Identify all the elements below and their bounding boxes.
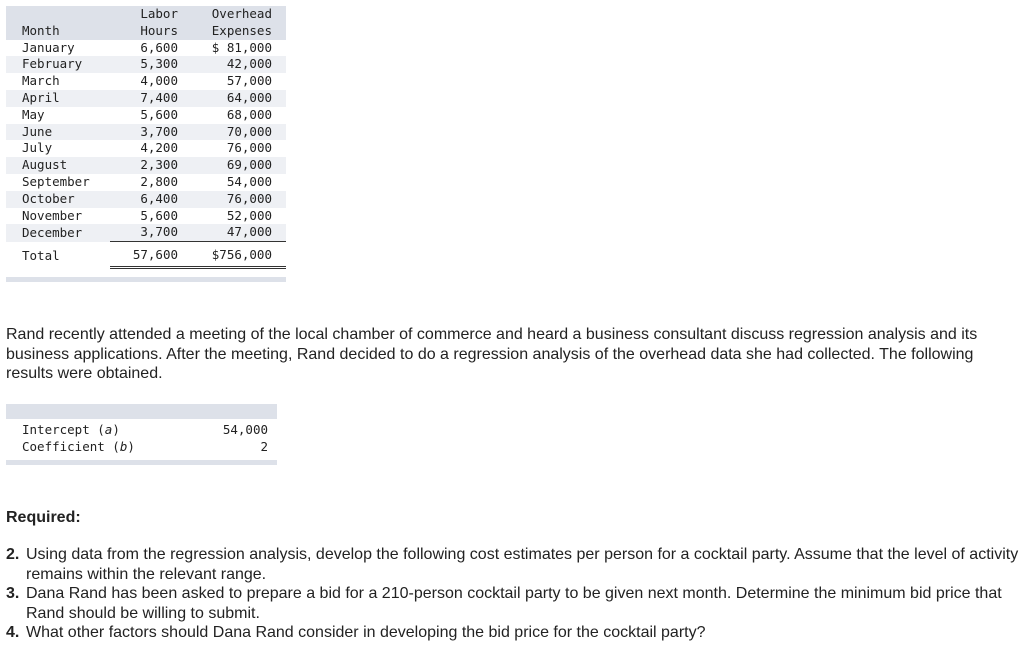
table-total-row: [6, 242, 286, 268]
overhead-cell: 52,000: [226, 207, 272, 223]
table-row: [6, 90, 286, 107]
month-cell: December: [6, 224, 110, 241]
table-footer-bar: [6, 277, 286, 282]
month-cell: October: [6, 191, 110, 208]
table-row: [6, 107, 286, 124]
overhead-cell: $ 81,000: [211, 39, 272, 55]
total-label: Total: [22, 247, 60, 263]
hours-cell: 2,300: [110, 157, 186, 174]
hours-cell: 4,000: [140, 73, 178, 89]
table-header-row: [6, 23, 286, 40]
month-cell: April: [6, 90, 110, 107]
intercept-value: 54,000: [222, 422, 268, 437]
required-list: [6, 545, 1022, 643]
table-row: [6, 40, 286, 57]
table-row: [6, 124, 286, 141]
list-item: 2. Using data from the regression analysis, develop the following cost estimates per person for a cocktail party. Assume that the level of activity remains within the relevant range.: [6, 546, 1019, 583]
intercept-row: Intercept (a) 54,000: [22, 422, 268, 437]
coefficient-value: 2: [260, 439, 268, 454]
overhead-cell: 76,000: [186, 191, 286, 208]
overhead-cell: 64,000: [186, 90, 286, 107]
total-overhead: $756,000: [186, 242, 286, 268]
month-cell: May: [22, 106, 45, 122]
hours-cell: 3,700: [110, 124, 186, 141]
header-hours: Hours: [110, 23, 186, 40]
overhead-cell: 68,000: [226, 106, 272, 122]
hours-cell: 6,600: [140, 39, 178, 55]
month-cell: February: [6, 56, 110, 73]
regression-results-box: [6, 404, 277, 465]
regression-footer-bar: [6, 460, 277, 465]
table-row: [6, 140, 286, 157]
table-row: [6, 174, 286, 191]
overhead-cell: 70,000: [186, 124, 286, 141]
hours-cell: 6,400: [110, 191, 186, 208]
required-heading: Required:: [6, 509, 81, 526]
header-labor: Labor: [110, 6, 186, 23]
overhead-cell: 76,000: [226, 140, 272, 156]
overhead-cell: 42,000: [186, 56, 286, 73]
overhead-data-table: [6, 6, 286, 269]
month-cell: August: [6, 157, 110, 174]
list-item: 3. Dana Rand has been asked to prepare a bid for a 210-person cocktail party to be given next month. Determine the minimum bid price that Rand should be willing to submit.: [6, 585, 1002, 622]
overhead-cell: 57,000: [226, 73, 272, 89]
hours-cell: 5,600: [140, 207, 178, 223]
overhead-cell: 54,000: [226, 173, 272, 189]
list-item: 4. What other factors should Dana Rand consider in developing the bid price for the cocktail party?: [6, 624, 706, 641]
month-cell: September: [22, 173, 90, 189]
regression-header-bar: [6, 404, 277, 419]
overhead-cell: 47,000: [186, 224, 286, 241]
month-cell: June: [6, 124, 110, 141]
month-cell: March: [22, 73, 60, 89]
intro-paragraph: Rand recently attended a meeting of the local chamber of commerce and heard a business consultant discuss regression analysis and its business applications. After the meeting, Rand decided to do a regression analysis of the overhead data she had collected. The following results were obtained.: [6, 326, 978, 382]
table-row: [6, 73, 286, 90]
header-month: Month: [6, 23, 110, 40]
header-overhead: Overhead: [186, 6, 286, 23]
header-expenses: Expenses: [186, 23, 286, 40]
month-cell: July: [22, 140, 53, 156]
table-row: [6, 208, 286, 225]
total-hours: 57,600: [110, 242, 186, 268]
hours-cell: 5,300: [110, 56, 186, 73]
hours-cell: 4,200: [140, 140, 178, 156]
table-row: [6, 56, 286, 73]
overhead-cell: 69,000: [186, 157, 286, 174]
hours-cell: 2,800: [140, 173, 178, 189]
table-row: [6, 157, 286, 174]
table-row: [6, 191, 286, 208]
hours-cell: 7,400: [110, 90, 186, 107]
table-header-row: [6, 6, 286, 23]
table-row: [6, 224, 286, 241]
month-cell: November: [22, 207, 83, 223]
month-cell: January: [22, 39, 75, 55]
coefficient-row: Coefficient (b) 2: [22, 439, 268, 454]
hours-cell: 5,600: [140, 106, 178, 122]
hours-cell: 3,700: [110, 224, 186, 241]
